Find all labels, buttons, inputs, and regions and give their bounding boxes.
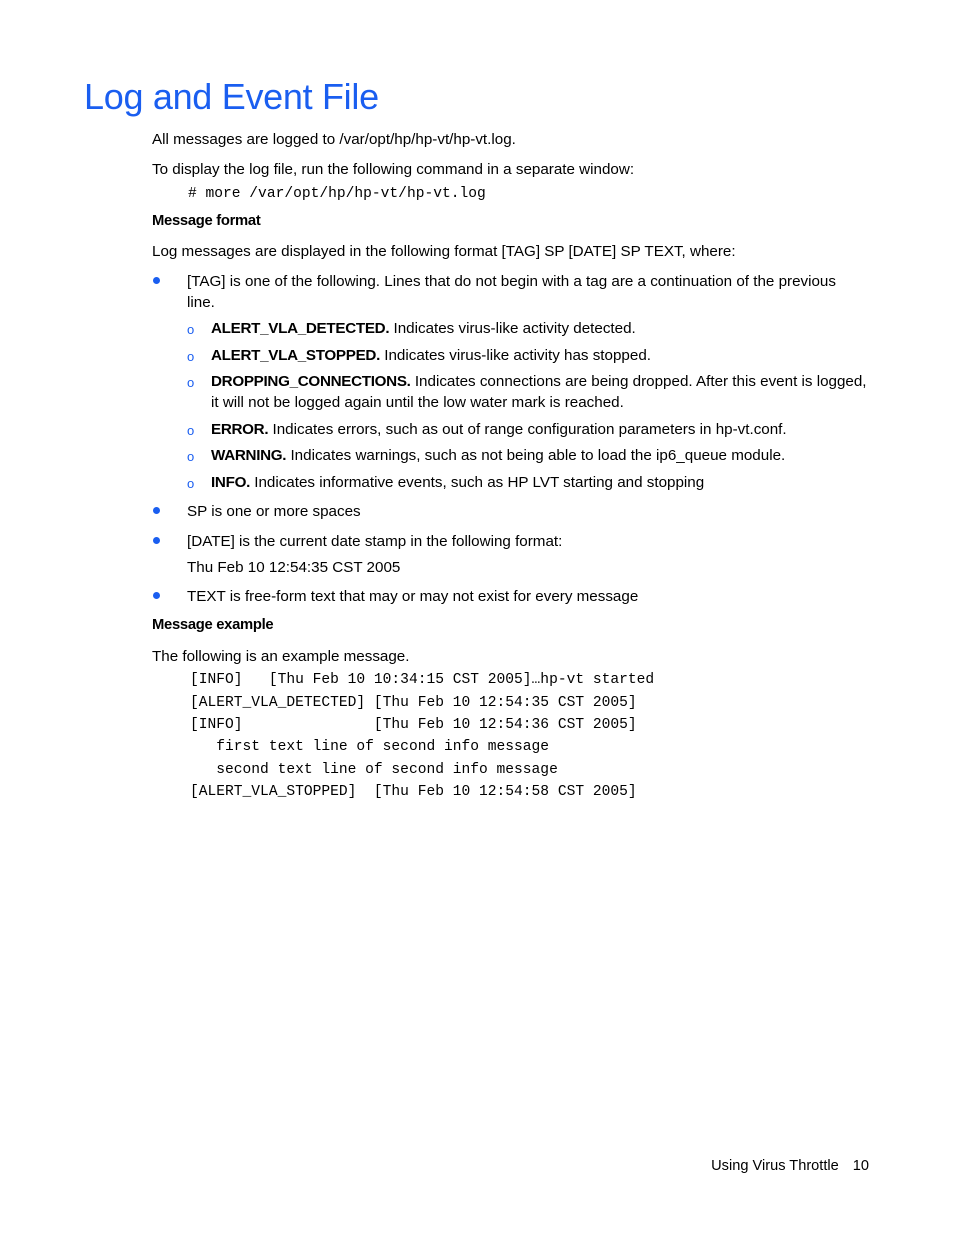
bullet-tag-text: [TAG] is one of the following. Lines that do not begin with a tag are a continuation of the previous line. (187, 273, 836, 311)
example-log-line: [ALERT_VLA_STOPPED] [Thu Feb 10 12:54:58 CST 2005] (190, 784, 637, 800)
tag-name: ALERT_VLA_STOPPED. (211, 347, 381, 364)
intro-paragraph-display-instructions: To display the log file, run the following command in a separate window: (152, 161, 635, 178)
sub-bullet-icon: o (187, 322, 195, 337)
tag-item-alert-vla-detected (211, 318, 636, 339)
date-format-example: Thu Feb 10 12:54:35 CST 2005 (187, 559, 401, 576)
tag-description: Indicates virus-like activity has stopped. (380, 347, 651, 364)
bullet-icon (153, 507, 160, 514)
example-log-line: [INFO] [Thu Feb 10 12:54:36 CST 2005] (190, 717, 637, 733)
message-example-description: The following is an example message. (152, 648, 410, 665)
example-log-line: [ALERT_VLA_DETECTED] [Thu Feb 10 12:54:35 CST 2005] (190, 695, 637, 711)
example-log-line: second text line of second info message (190, 762, 558, 778)
sub-bullet-icon: o (187, 349, 195, 364)
bullet-text-text: TEXT is free-form text that may or may not exist for every message (187, 588, 639, 605)
bullet-date-text: [DATE] is the current date stamp in the following format: (187, 533, 563, 550)
footer-page-number: 10 (852, 1158, 869, 1174)
bullet-sp-text: SP is one or more spaces (187, 503, 361, 520)
tag-name: INFO. (211, 474, 250, 491)
tag-description: Indicates warnings, such as not being able to load the ip6_queue module. (286, 447, 786, 464)
tag-description: Indicates errors, such as out of range configuration parameters in hp-vt.conf. (268, 421, 787, 438)
tag-name: DROPPING_CONNECTIONS. (211, 373, 411, 390)
tag-description: Indicates informative events, such as HP LVT starting and stopping (250, 474, 705, 491)
intro-paragraph-log-location: All messages are logged to /var/opt/hp/hp-vt/hp-vt.log. (152, 131, 516, 148)
message-format-description: Log messages are displayed in the following format [TAG] SP [DATE] SP TEXT, where: (152, 243, 736, 260)
tag-item-info (211, 472, 704, 493)
tag-item-error (211, 419, 787, 440)
bullet-icon (153, 277, 160, 284)
sub-bullet-icon: o (187, 476, 195, 491)
page-title: Log and Event File (84, 76, 379, 117)
sub-bullet-icon: o (187, 423, 195, 438)
tag-name: ALERT_VLA_DETECTED. (211, 320, 390, 337)
bullet-icon (153, 537, 160, 544)
command-line: # more /var/opt/hp/hp-vt/hp-vt.log (188, 186, 486, 202)
example-log-line: [INFO] [Thu Feb 10 10:34:15 CST 2005]…hp-vt started (190, 672, 655, 688)
tag-description: Indicates virus-like activity detected. (389, 320, 636, 337)
tag-item-dropping-connections (211, 371, 871, 413)
tag-item-warning (211, 445, 785, 466)
sub-bullet-icon: o (187, 449, 195, 464)
page-footer (711, 1158, 869, 1174)
tag-name: ERROR. (211, 421, 269, 438)
tag-item-alert-vla-stopped (211, 345, 651, 366)
tag-name: WARNING. (211, 447, 287, 464)
example-log-line: first text line of second info message (190, 739, 550, 755)
message-example-heading: Message example (152, 617, 274, 633)
sub-bullet-icon: o (187, 375, 195, 390)
bullet-icon (153, 592, 160, 599)
message-format-heading: Message format (152, 213, 261, 229)
tag-description: Indicates connections are being dropped. After this event is logged, it will not be logged again until the low water mark is reached. (211, 373, 867, 411)
footer-section-title: Using Virus Throttle (711, 1158, 839, 1174)
